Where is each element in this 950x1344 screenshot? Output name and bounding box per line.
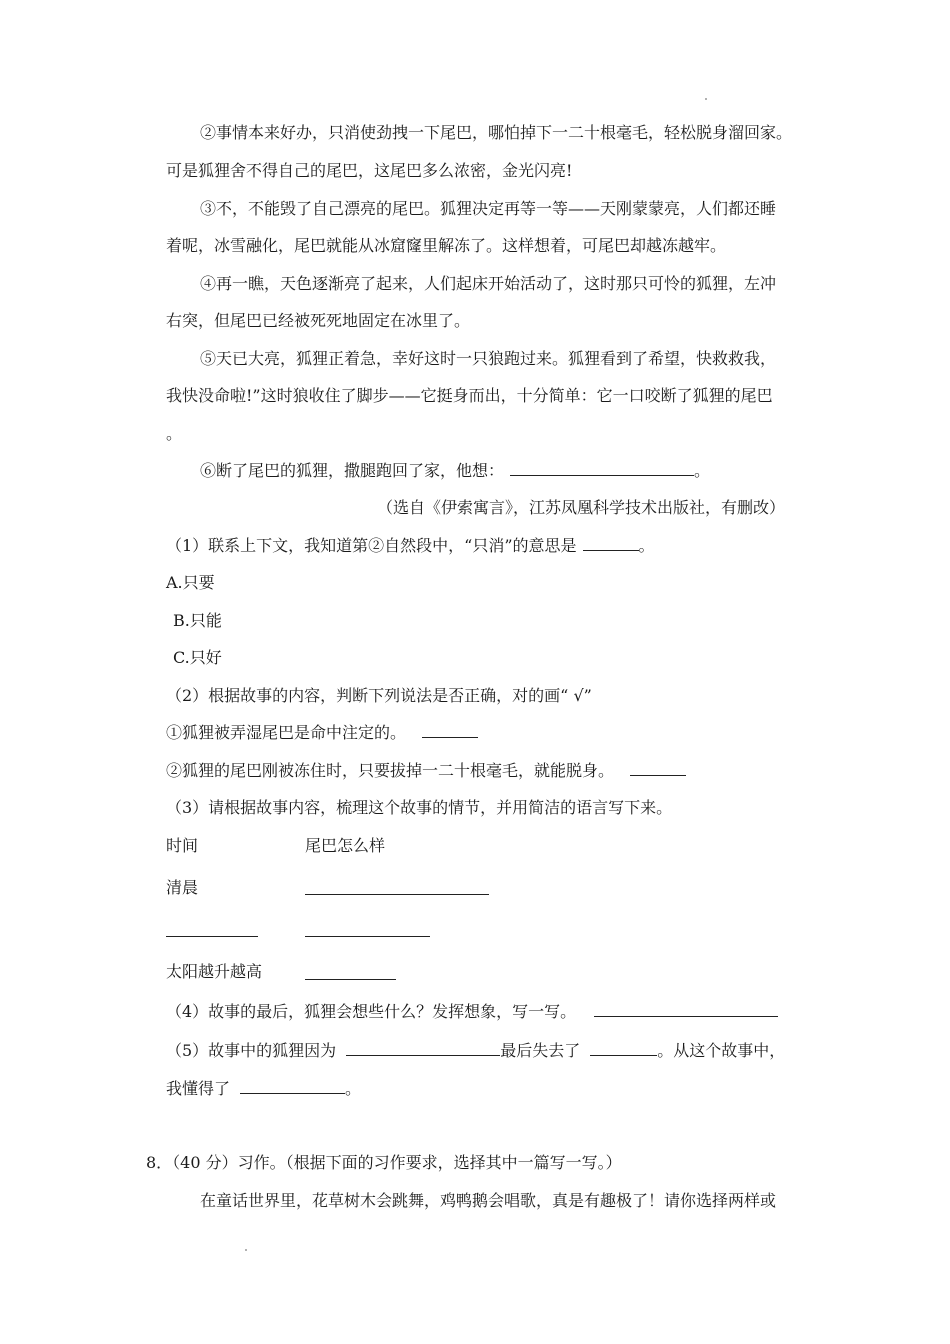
q2-item2-blank[interactable] [630,761,686,776]
q5-part1: （5）故事中的狐狸因为 [166,1041,337,1060]
q3-stem: （3）请根据故事内容，梳理这个故事的情节，并用简洁的语言写下来。 [166,798,673,817]
q2-item1-text: ①狐狸被弄湿尾巴是命中注定的。 [166,723,407,742]
q1-stem [166,536,655,556]
q3-header-time: 时间 [166,836,199,855]
scan-dot [705,98,707,100]
q1-option-b: B.只能 [173,611,222,630]
passage-p5-line3: 。 [166,424,183,443]
q4-stem-text: （4）故事的最后，狐狸会想些什么？发挥想象，写一写。 [166,1002,577,1021]
q1-stem-text: （1）联系上下文，我知道第②自然段中，“只消”的意思是 [166,536,577,555]
q5-line1 [166,1041,785,1061]
q2-stem: （2）根据故事的内容，判断下列说法是否正确，对的画“ √” [166,686,592,705]
scan-dot [245,1249,247,1251]
passage-p2-line1: ②事情本来好办，只消使劲拽一下尾巴，哪怕掉下一二十根毫毛，轻松脱身溜回家。 [200,123,793,142]
q5-lesson-blank[interactable] [240,1079,345,1094]
p6-answer-blank[interactable] [510,461,694,476]
passage-p2-line2: 可是狐狸舍不得自己的尾巴，这尾巴多么浓密，金光闪亮! [166,161,573,180]
passage-p6 [200,461,710,481]
passage-p4-line1: ④再一瞧，天色逐渐亮了起来，人们起床开始活动了，这时那只可怜的狐狸，左冲 [200,274,777,293]
q8-header: 8．（40 分）习作。（根据下面的习作要求，选择其中一篇写一写。） [146,1153,622,1172]
q5-part3: 。从这个故事中， [657,1041,786,1060]
q2-item1 [166,723,478,743]
q3-row1-tail-blank[interactable] [305,894,489,895]
q4-answer-blank[interactable] [594,1002,778,1017]
q8-body-line1: 在童话世界里，花草树木会跳舞，鸡鸭鹅会唱歌，真是有趣极了！请你选择两样或 [200,1191,777,1210]
passage-p5-line1: ⑤天已大亮，狐狸正着急，幸好这时一只狼跑过来。狐狸看到了希望，快救救我， [200,349,777,368]
q5-line2-prefix: 我懂得了 [166,1079,231,1098]
passage-p3-line1: ③不，不能毁了自己漂亮的尾巴。狐狸决定再等一等——天刚蒙蒙亮，人们都还睡 [200,199,777,218]
p6-suffix: 。 [694,461,711,480]
q5-line2 [166,1079,361,1099]
q3-row3-time: 太阳越升越高 [166,962,263,981]
q5-lost-blank[interactable] [590,1041,657,1056]
q1-stem-end: 。 [638,536,655,555]
q1-option-a: A.只要 [166,573,215,592]
passage-p5-line2: 我快没命啦!”这时狼收住了脚步——它挺身而出，十分简单：它一口咬断了狐狸的尾巴 [166,386,773,405]
q5-line2-suffix: 。 [345,1079,362,1098]
q3-row3-tail-blank[interactable] [305,979,396,980]
q3-row2-time-blank[interactable] [166,936,258,937]
q5-reason-blank[interactable] [346,1041,500,1056]
q2-item1-blank[interactable] [422,723,478,738]
q4-stem [166,1002,778,1022]
q3-row2-tail-blank[interactable] [305,936,430,937]
q2-item2-text: ②狐狸的尾巴刚被冻住时，只要拔掉一二十根毫毛，就能脱身。 [166,761,615,780]
q3-header-tail: 尾巴怎么样 [305,836,386,855]
passage-p4-line2: 右突，但尾巴已经被死死地固定在冰里了。 [166,311,471,330]
q1-option-c: C.只好 [173,648,222,667]
q1-answer-blank[interactable] [583,536,639,551]
q3-row1-time: 清晨 [166,878,199,897]
passage-source: （选自《伊索寓言》，江苏凤凰科学技术出版社，有删改） [377,498,786,517]
q2-item2 [166,761,686,781]
p6-prefix: ⑥断了尾巴的狐狸，撒腿跑回了家，他想： [200,461,505,480]
passage-p3-line2: 着呢，冰雪融化，尾巴就能从冰窟窿里解冻了。这样想着，可尾巴却越冻越牢。 [166,236,727,255]
q5-part2: 最后失去了 [500,1041,581,1060]
